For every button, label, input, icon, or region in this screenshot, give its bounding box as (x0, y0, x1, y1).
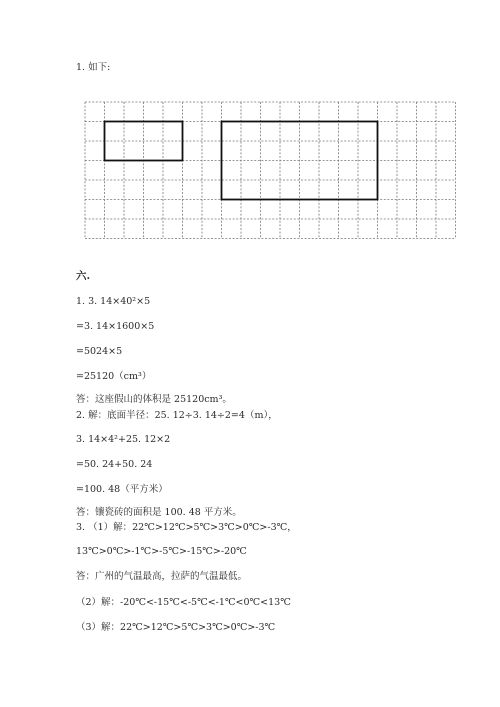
solution-line: （3）解：22℃>12℃>5℃>3℃>0℃>-3℃ (76, 622, 276, 633)
solution-line: 2. 解：底面半径：25. 12÷3. 14÷2=4（m）， (76, 410, 278, 421)
solution-line: =50. 24+50. 24 (76, 459, 153, 470)
solution-line: =5024×5 (76, 346, 123, 357)
solution-line: 13℃>0℃>-1℃>-5℃>-15℃>-20℃ (76, 546, 247, 557)
solution-line: =3. 14×1600×5 (76, 321, 155, 332)
answer-line: 答：广州的气温最高，拉萨的气温最低。 (76, 571, 248, 582)
solution-line: 3. 14×4²+25. 12×2 (76, 434, 171, 445)
square-grid (0, 0, 500, 260)
section-heading: 六. (76, 270, 91, 282)
grid-lines (85, 102, 456, 239)
solution-line: 1. 3. 14×40²×5 (76, 296, 151, 307)
solution-line: 3. （1）解：22℃>12℃>5℃>3℃>0℃>-3℃， (76, 522, 297, 533)
question-1-label: 1. 如下: (76, 62, 111, 73)
solution-line: =25120（cm³） (76, 371, 152, 382)
answer-line: 答：镶瓷砖的面积是 100. 48 平方米。 (76, 507, 242, 518)
solution-line: =100. 48（平方米） (76, 484, 168, 495)
solution-line: （2）解：-20℃<-15℃<-5℃<-1℃<0℃<13℃ (76, 597, 291, 608)
answer-line: 答：这座假山的体积是 25120cm³。 (76, 394, 232, 405)
